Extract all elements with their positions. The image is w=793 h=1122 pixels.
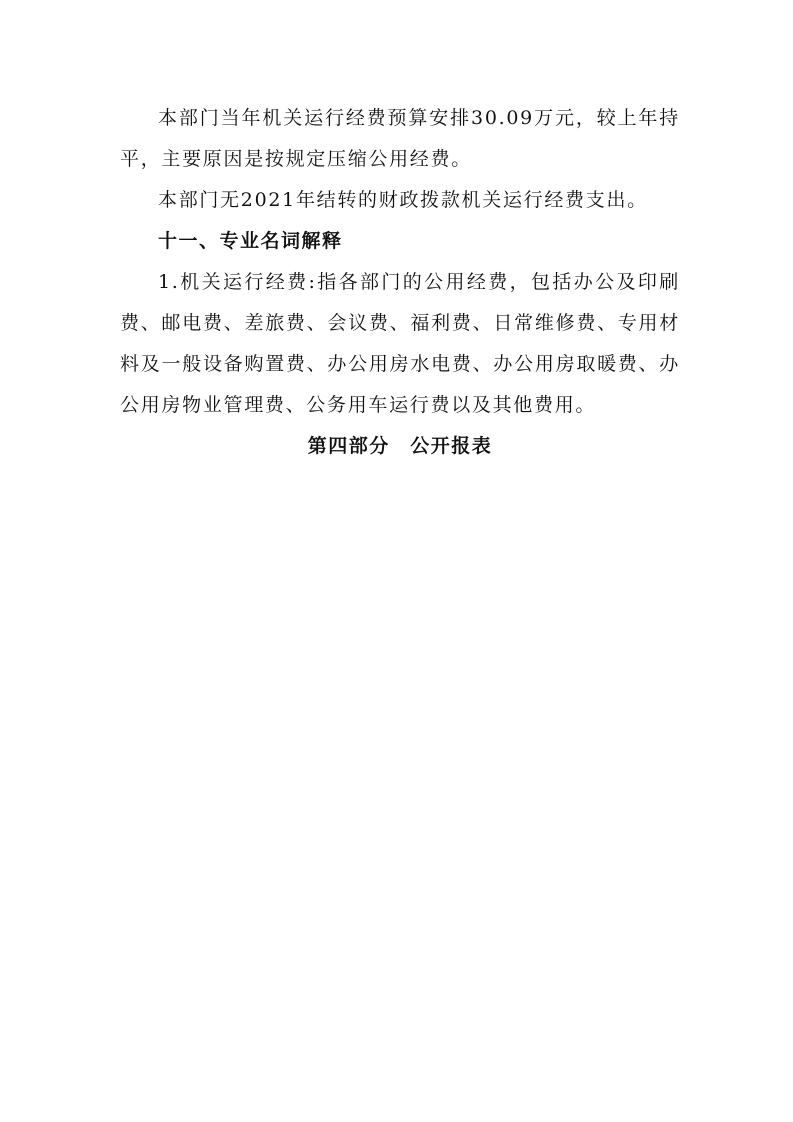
definition-paragraph: 1.机关运行经费:指各部门的公用经费，包括办公及印刷费、邮电费、差旅费、会议费、福利费、日常维修费、专用材料及一般设备购置费、办公用房水电费、办公用房取暖费、办公用房物业管理费、公务用车运行费以及其他费用。 (120, 271, 680, 416)
section-heading: 十一、专业名词解释 (158, 230, 343, 252)
budget-paragraph: 本部门当年机关运行经费预算安排30.09万元，较上年持平，主要原因是按规定压缩公用经费。 (120, 107, 680, 170)
document-body (120, 98, 680, 467)
carryover-paragraph: 本部门无2021年结转的财政拨款机关运行经费支出。 (158, 189, 648, 211)
part-title: 第四部分 公开报表 (307, 435, 493, 457)
